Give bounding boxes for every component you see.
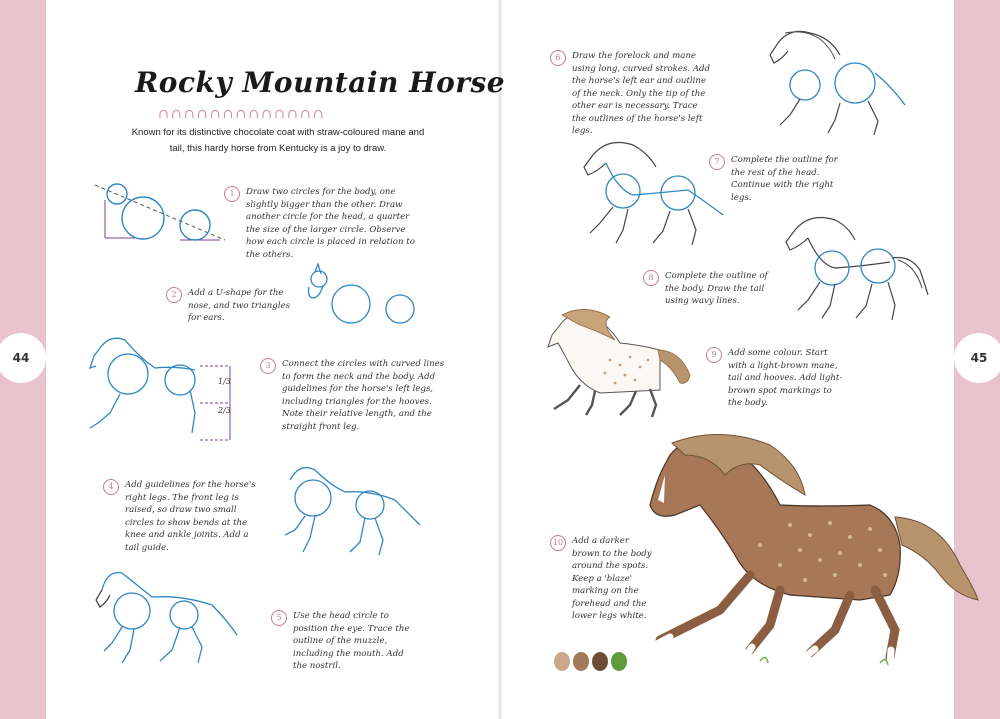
step-5 xyxy=(276,610,413,673)
step-7-text: Complete the outline for the rest of the head. Continue with the right legs. xyxy=(731,155,838,203)
step-4-legs-figure xyxy=(275,460,425,560)
step-5-muzzle-figure xyxy=(92,565,242,670)
fraction-label-third: 1/3 xyxy=(218,377,231,386)
colour-swatches xyxy=(554,652,627,671)
step-10-text: Add a darker brown to the body around the spots. Keep a 'blaze' marking on the forehead and the lower legs white. xyxy=(572,536,652,621)
step-7-outline-figure xyxy=(578,135,728,250)
step-4-text: Add guidelines for the horse's right legs. The front leg is raised, so draw two small circles to show bends at the knee and ankle joints. Add a tail guide. xyxy=(125,480,256,553)
book-gutter xyxy=(498,0,502,719)
step-9-text: Add some colour. Start with a light-brown mane, tail and hooves. Add light-brown spot markings to the body. xyxy=(728,348,843,408)
horseshoe-divider: ∩∩∩∩∩∩∩∩∩∩∩∩∩ xyxy=(158,107,326,122)
step-2-head-figure xyxy=(305,262,425,332)
page-number-left: 44 xyxy=(0,333,46,383)
step-7 xyxy=(714,154,841,204)
step-6-mane-figure xyxy=(760,25,910,140)
step-4 xyxy=(108,479,265,554)
step-8-tail-figure xyxy=(780,210,930,325)
step-1-number: 1 xyxy=(224,186,240,202)
step-2 xyxy=(171,287,303,325)
swatch-dark-brown xyxy=(592,652,608,671)
step-10 xyxy=(552,535,652,623)
step-7-number: 7 xyxy=(709,154,725,170)
step-9 xyxy=(711,347,843,410)
step-6-text: Draw the forelock and mane using long, curved strokes. Add the horse's left ear and outline of the neck. Only the tip of the other ear is necessary. Trace the outlines of the horse's left legs. xyxy=(572,51,711,136)
swatch-green xyxy=(611,652,627,671)
step-10-finished-horse-figure xyxy=(640,425,980,670)
step-9-coloured-horse-figure xyxy=(540,305,700,420)
step-1-text: Draw two circles for the body, one slightly bigger than the other. Draw another circle for the head, a quarter the size of the larger circle. Observe how each circle is placed in relation to the others. xyxy=(246,187,415,260)
step-5-number: 5 xyxy=(271,610,287,626)
page-number-right: 45 xyxy=(954,333,1000,383)
fraction-label-two-thirds: 2/3 xyxy=(218,406,231,415)
step-4-number: 4 xyxy=(103,479,119,495)
step-1-circles-figure xyxy=(95,180,230,245)
step-2-text: Add a U-shape for the nose, and two triangles for ears. xyxy=(188,288,290,323)
step-10-number: 10 xyxy=(550,535,566,551)
step-6-number: 6 xyxy=(550,50,566,66)
swatch-mid-brown xyxy=(573,652,589,671)
step-6 xyxy=(555,50,712,138)
step-8-number: 8 xyxy=(643,270,659,286)
swatch-light-tan xyxy=(554,652,570,671)
step-8 xyxy=(648,270,775,308)
step-5-text: Use the head circle to position the eye. Trace the outline of the muzzle, including the mouth. Add the nostril. xyxy=(293,611,410,671)
step-2-number: 2 xyxy=(166,287,182,303)
step-1 xyxy=(229,186,426,261)
step-9-number: 9 xyxy=(706,347,722,363)
intro-text: Known for its distinctive chocolate coat with straw-coloured mane and tail, this hardy horse from Kentucky is a joy to draw. xyxy=(131,127,425,154)
step-3 xyxy=(265,358,447,433)
step-3-text: Connect the circles with curved lines to form the neck and the body. Add guidelines for the horse's left legs, including triangles for the hooves. Note their relative length, and the straight front leg. xyxy=(282,359,445,432)
step-3-number: 3 xyxy=(260,358,276,374)
step-8-text: Complete the outline of the body. Draw the tail using wavy lines. xyxy=(665,271,768,306)
page-title: Rocky Mountain Horse xyxy=(135,66,506,99)
